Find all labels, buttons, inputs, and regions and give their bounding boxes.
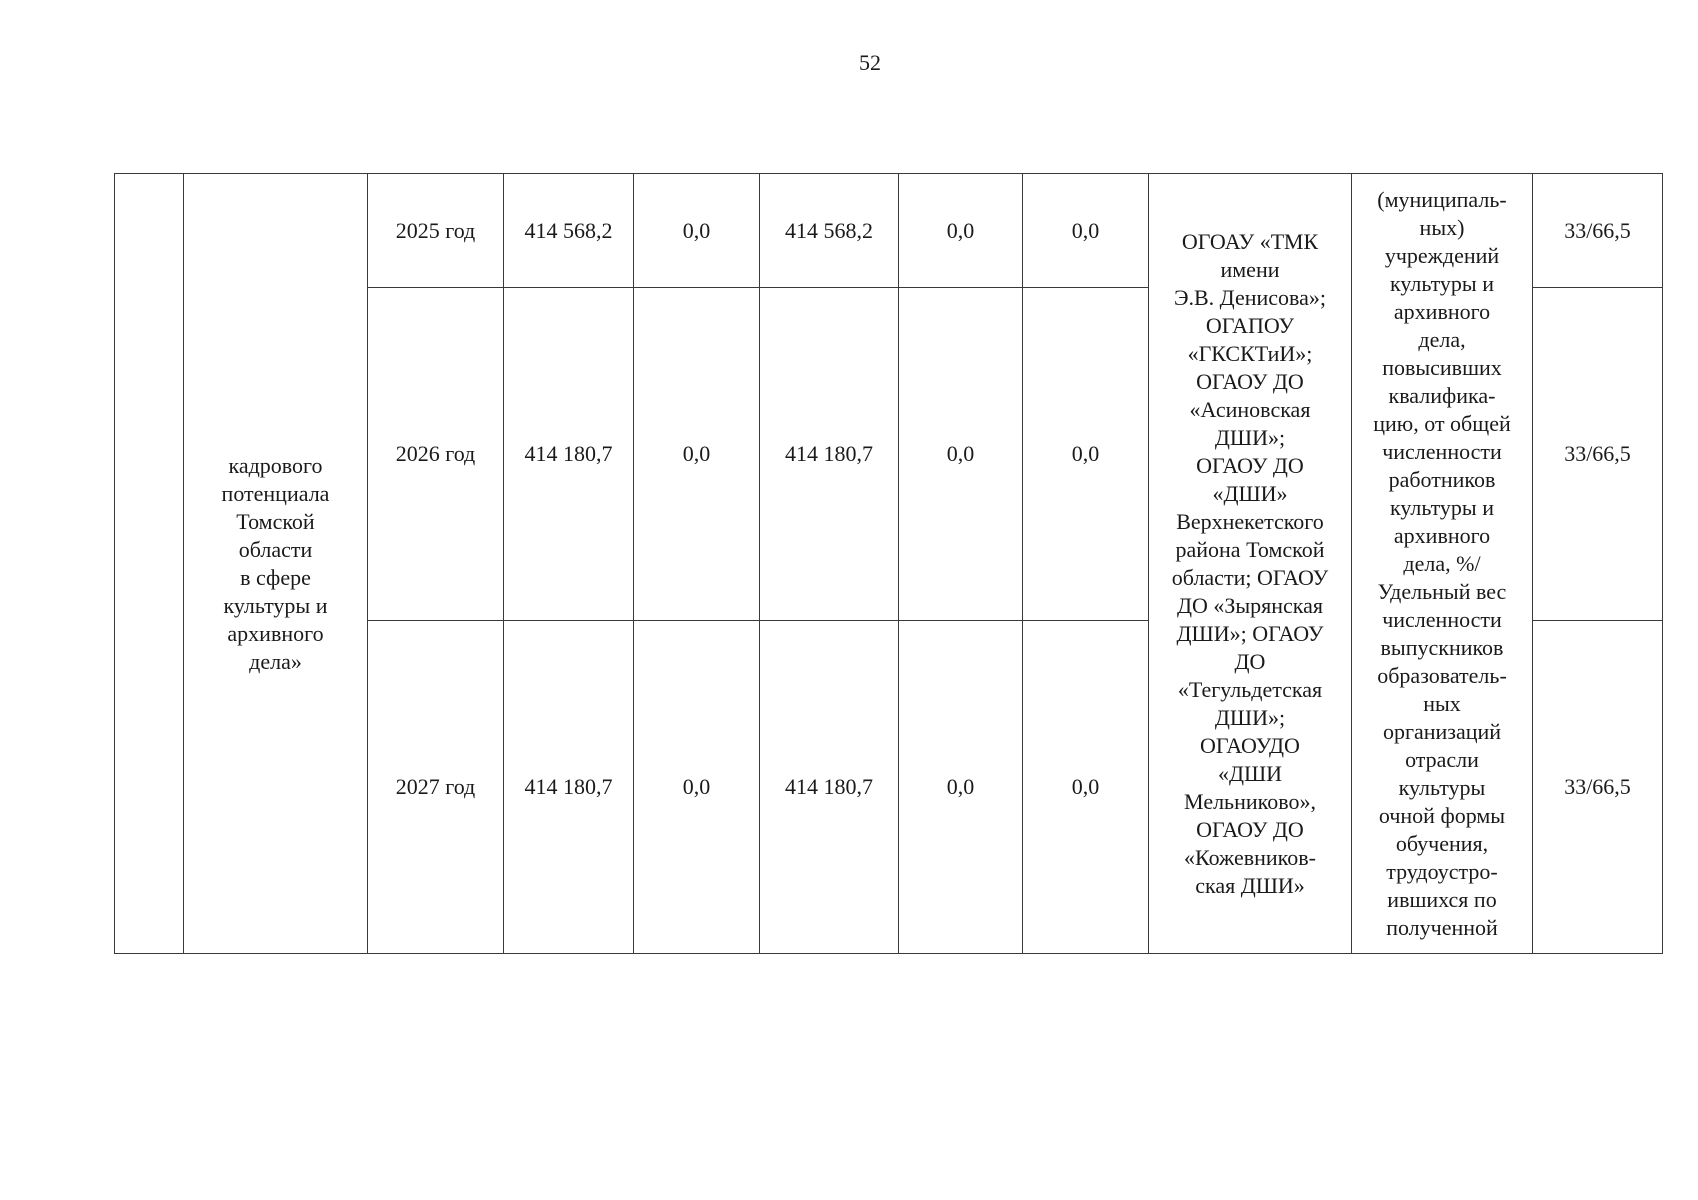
indicator-value-cell: 33/66,5 bbox=[1533, 621, 1663, 954]
executors-cell bbox=[1149, 174, 1352, 954]
indicator-text: (муниципаль- ных) учреждений культуры и архивного дела, повысивших квалифика- цию, от общей численности работников культуры и архивного дела, %/ Удельный вес численности выпускников образователь- ных организаций отрасли культуры очной формы обучения, трудоустро- ившихся по полученной bbox=[1373, 186, 1511, 940]
total-cell: 414 180,7 bbox=[504, 621, 634, 954]
federal-cell: 0,0 bbox=[634, 288, 760, 621]
regional-cell: 414 180,7 bbox=[760, 288, 899, 621]
year-cell: 2026 год bbox=[368, 288, 504, 621]
year-cell: 2027 год bbox=[368, 621, 504, 954]
other-cell: 0,0 bbox=[1023, 174, 1149, 288]
indicator-value-cell: 33/66,5 bbox=[1533, 174, 1663, 288]
federal-cell: 0,0 bbox=[634, 174, 760, 288]
regional-cell: 414 568,2 bbox=[760, 174, 899, 288]
program-name-text: кадрового потенциала Томской области в сфере культуры и архивного дела» bbox=[221, 452, 330, 674]
row-number-cell bbox=[115, 174, 184, 954]
local-cell: 0,0 bbox=[899, 621, 1023, 954]
other-cell: 0,0 bbox=[1023, 621, 1149, 954]
executors-text: ОГОАУ «ТМК имени Э.В. Денисова»; ОГАПОУ «ГКСКТиИ»; ОГАОУ ДО «Асиновская ДШИ»; ОГАОУ ДО «ДШИ» Верхнекетского района Томской области; ОГАОУ ДО «Зырянская ДШИ»; ОГАОУ ДО «Тегульдетская ДШИ»; ОГАОУДО «ДШИ Мельниково», ОГАОУ ДО «Кожевников- ская ДШИ» bbox=[1171, 228, 1329, 898]
program-table bbox=[114, 173, 1663, 954]
local-cell: 0,0 bbox=[899, 288, 1023, 621]
local-cell: 0,0 bbox=[899, 174, 1023, 288]
page-number: 52 bbox=[859, 50, 881, 75]
other-cell: 0,0 bbox=[1023, 288, 1149, 621]
total-cell: 414 180,7 bbox=[504, 288, 634, 621]
regional-cell: 414 180,7 bbox=[760, 621, 899, 954]
indicator-cell bbox=[1352, 174, 1533, 954]
table-row bbox=[115, 174, 1663, 288]
year-cell: 2025 год bbox=[368, 174, 504, 288]
federal-cell: 0,0 bbox=[634, 621, 760, 954]
total-cell: 414 568,2 bbox=[504, 174, 634, 288]
indicator-value-cell: 33/66,5 bbox=[1533, 288, 1663, 621]
program-name-cell bbox=[184, 174, 368, 954]
